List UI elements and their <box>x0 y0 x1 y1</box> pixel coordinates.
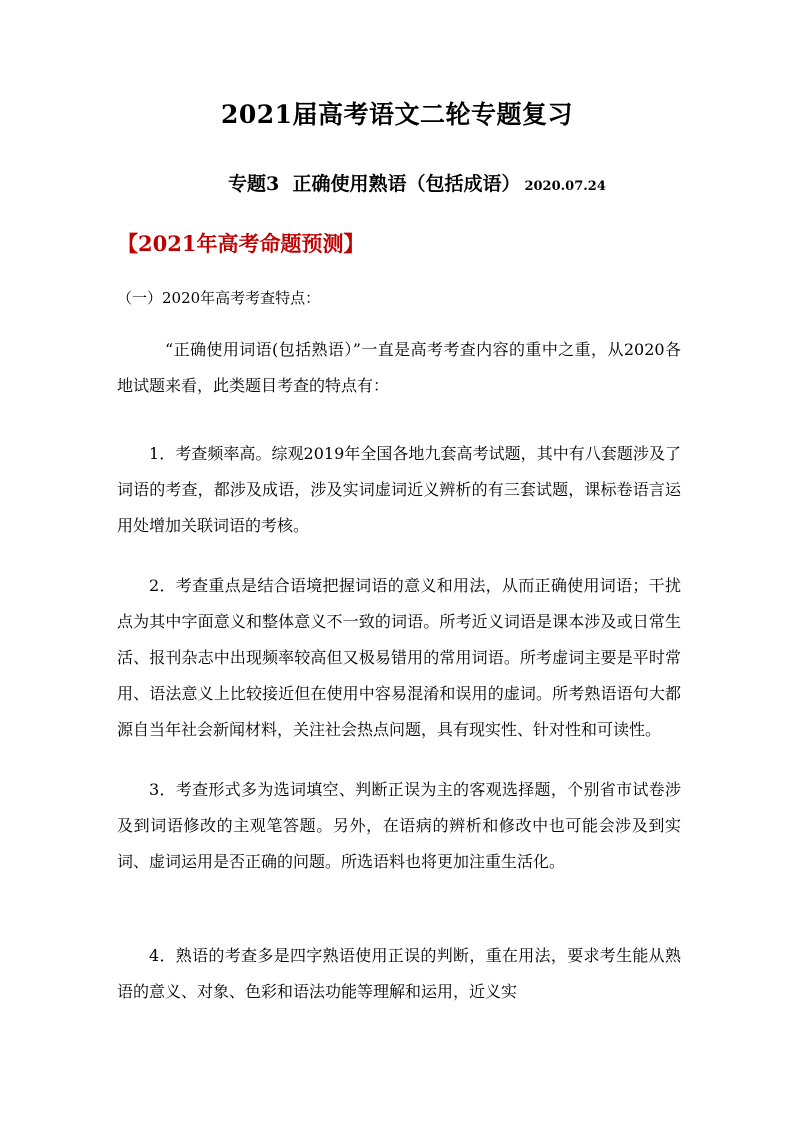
paragraph-point-4: 4．熟语的考查多是四字熟语使用正误的判断，重在用法，要求考生能从熟语的意义、对象、色彩和语法功能等理解和运用，近义实 <box>117 946 681 1001</box>
document-title: 2021届高考语文二轮专题复习 <box>220 100 574 129</box>
document-subtitle <box>228 170 606 201</box>
subtitle-text: 专题3 正确使用熟语（包括成语） <box>228 173 521 195</box>
paragraph-point-2: 2．考查重点是结合语境把握词语的意义和用法，从而正确使用词语；干扰点为其中字面意义和整体意义不一致的词语。所考近义词语是课本涉及或日常生活、报刊杂志中出现频率较高但又极易错用的常用词语。所考虚词主要是平时常用、语法意义上比较接近但在使用中容易混淆和误用的虚词。所考熟语语句大都源自当年社会新闻材料，关注社会热点问题，具有现实性、针对性和可读性。 <box>117 576 681 739</box>
paragraph-intro: “正确使用词语(包括熟语）”一直是高考考查内容的重中之重，从2020各地试题来看，此类题目考查的特点有： <box>117 340 681 395</box>
section-heading: 【2021年高考命题预测】 <box>117 231 365 256</box>
paragraph-point-1: 1．考查频率高。综观2019年全国各地九套高考试题，其中有八套题涉及了词语的考查，都涉及成语，涉及实词虚词近义辨析的有三套试题，课标卷语言运用处增加关联词语的考核。 <box>117 444 681 535</box>
subheading: （一）2020年高考考查特点： <box>117 289 321 307</box>
subtitle-date: 2020.07.24 <box>524 179 606 194</box>
paragraph-point-3: 3．考查形式多为选词填空、判断正误为主的客观选择题，个别省市试卷涉及到词语修改的主观笔答题。另外，在语病的辨析和修改中也可能会涉及到实词、虚词运用是否正确的问题。所选语料也将更加注重生活化。 <box>117 780 681 871</box>
